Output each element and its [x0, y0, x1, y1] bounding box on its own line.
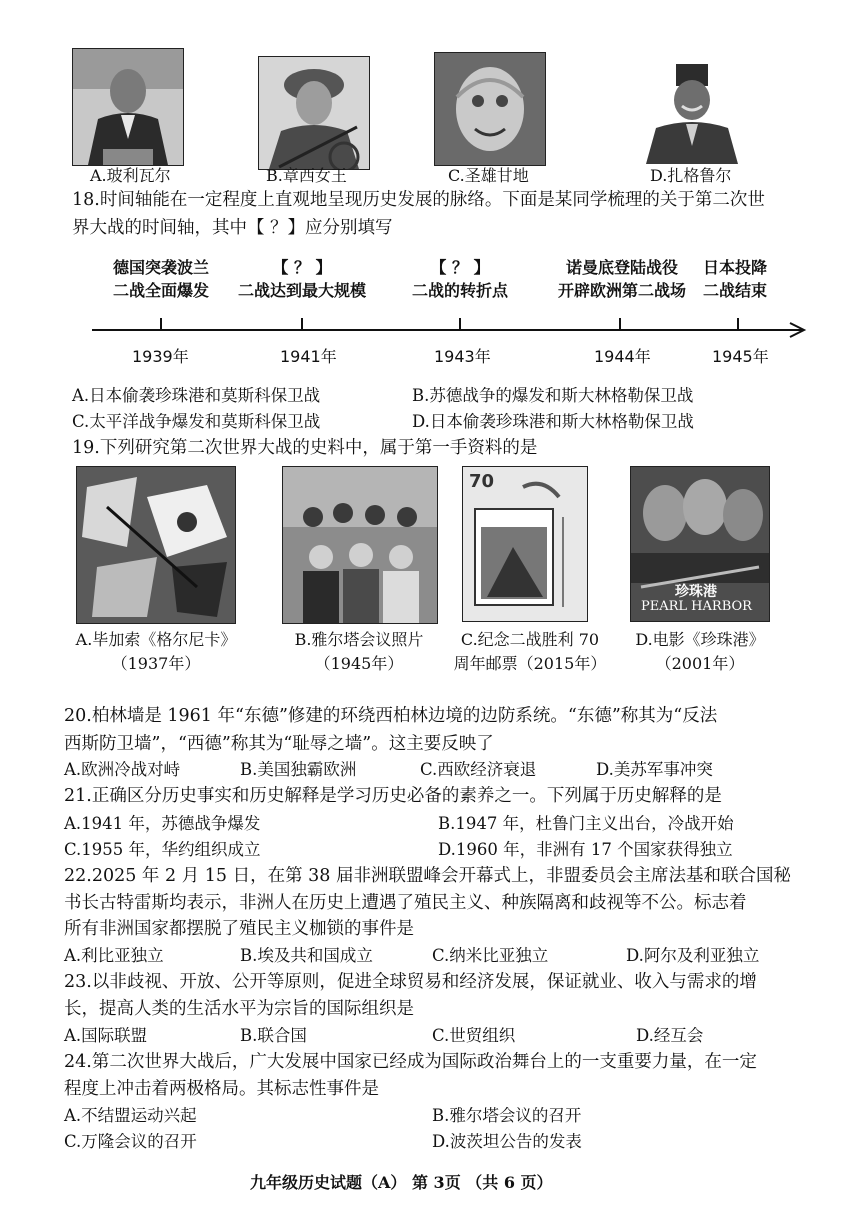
q23-option-a: A.国际联盟 — [64, 1026, 148, 1045]
timeline-event-line2: 二战的转折点 — [411, 281, 508, 301]
portrait-caption-a: A.玻利瓦尔 — [90, 166, 171, 185]
q19-caption-a — [66, 628, 246, 676]
q20-option-b: B.美国独霸欧洲 — [240, 760, 357, 779]
portrait-bolivar-image — [72, 48, 184, 166]
q24-option-a: A.不结盟运动兴起 — [64, 1106, 197, 1125]
timeline-event-line1: 诺曼底登陆战役 — [565, 258, 678, 277]
timeline-event-1943 — [405, 256, 515, 302]
timeline-event-1945 — [695, 256, 775, 302]
q18-option-d: D.日本偷袭珍珠港和斯大林格勒保卫战 — [412, 412, 694, 431]
stamp-image — [462, 466, 588, 622]
q18-option-b: B.苏德战争的爆发和斯大林格勒保卫战 — [412, 386, 694, 405]
q20-option-a: A.欧洲冷战对峙 — [64, 760, 181, 779]
timeline-axis — [90, 318, 810, 342]
timeline-event-line1: 【 ？ 】 — [272, 258, 332, 277]
timeline-event-line2: 二战全面爆发 — [112, 281, 209, 301]
timeline-event-line1: 【 ？ 】 — [430, 258, 490, 277]
portrait-gandhi-image — [434, 52, 546, 166]
q22-stem-line3: 所有非洲国家都摆脱了殖民主义枷锁的事件是 — [64, 919, 414, 939]
timeline-year-1943: 1943年 — [434, 347, 491, 366]
q20-option-c: C.西欧经济衰退 — [420, 760, 537, 779]
q19-caption-b-line1: B.雅尔塔会议照片 — [294, 630, 424, 649]
q21-option-a: A.1941 年，苏德战争爆发 — [64, 814, 261, 833]
timeline-event-line2: 二战结束 — [702, 281, 767, 301]
timeline-year-1945: 1945年 — [712, 347, 769, 366]
q19-stem: 19.下列研究第二次世界大战的史料中，属于第一手资料的是 — [72, 438, 538, 458]
portrait-caption-b: B.章西女王 — [266, 166, 347, 185]
timeline-event-line1: 德国突袭波兰 — [112, 258, 209, 277]
q24-stem-line1: 24.第二次世界大战后，广大发展中国家已经成为国际政治舞台上的一支重要力量，在一定 — [64, 1052, 757, 1072]
q24-option-d: D.波茨坦公告的发表 — [432, 1132, 582, 1151]
q23-option-d: D.经互会 — [636, 1026, 704, 1045]
timeline-event-line2: 开辟欧洲第二战场 — [557, 281, 686, 301]
stamp-70-label: 70 — [469, 471, 495, 492]
timeline-event-1939 — [106, 256, 216, 302]
portrait-zaghlul-image — [640, 60, 744, 164]
timeline-event-1944 — [552, 256, 692, 302]
q19-caption-c — [440, 628, 620, 676]
portrait-caption-d: D.扎格鲁尔 — [650, 166, 732, 185]
q20-stem-line1: 20.柏林墙是 1961 年“东德”修建的环绕西柏林边境的边防系统。“东德”称其为“反法 — [64, 706, 718, 726]
q21-option-c: C.1955 年，华约组织成立 — [64, 840, 261, 859]
portrait-rani-image — [258, 56, 370, 170]
q19-caption-d-line1: D.电影《珍珠港》 — [635, 630, 765, 649]
q23-stem-line2: 长，提高人类的生活水平为宗旨的国际组织是 — [64, 999, 414, 1019]
timeline-year-1941: 1941年 — [280, 347, 337, 366]
q18-stem-line2: 界大战的时间轴，其中【 ？】应分别填写 — [72, 218, 393, 238]
q22-stem-line1: 22.2025 年 2 月 15 日，在第 38 届非洲联盟峰会开幕式上，非盟委员会主席法基和联合国秘 — [64, 866, 791, 886]
q23-option-c: C.世贸组织 — [432, 1026, 516, 1045]
q19-caption-a-line1: A.毕加索《格尔尼卡》 — [75, 630, 237, 649]
q24-option-b: B.雅尔塔会议的召开 — [432, 1106, 582, 1125]
q24-option-c: C.万隆会议的召开 — [64, 1132, 197, 1151]
q22-option-a: A.利比亚独立 — [64, 946, 164, 965]
q19-caption-b — [274, 628, 444, 676]
pearl-harbor-poster-image — [630, 466, 770, 622]
q21-option-b: B.1947 年，杜鲁门主义出台，冷战开始 — [438, 814, 734, 833]
q18-option-a: A.日本偷袭珍珠港和莫斯科保卫战 — [72, 386, 321, 405]
timeline-year-1939: 1939年 — [132, 347, 189, 366]
q18-stem-line1: 18.时间轴能在一定程度上直观地呈现历史发展的脉络。下面是某同学梳理的关于第二次世 — [72, 190, 765, 210]
timeline-event-line2: 二战达到最大规模 — [237, 281, 366, 301]
guernica-painting-image — [76, 466, 236, 624]
q19-caption-d-line2: （2001年） — [655, 654, 745, 673]
q19-caption-c-line1: C.纪念二战胜利 70 — [460, 630, 600, 649]
q19-caption-d — [620, 628, 780, 676]
yalta-photo-image — [282, 466, 438, 624]
q18-option-c: C.太平洋战争爆发和莫斯科保卫战 — [72, 412, 321, 431]
q21-option-d: D.1960 年，非洲有 17 个国家获得独立 — [438, 840, 733, 859]
q19-caption-c-line2: 周年邮票（2015年） — [453, 654, 607, 673]
page-footer: 九年级历史试题（A） 第 3页 （共 6 页） — [250, 1173, 553, 1192]
q24-stem-line2: 程度上冲击着两极格局。其标志性事件是 — [64, 1079, 379, 1099]
timeline-event-line1: 日本投降 — [702, 258, 767, 277]
q21-stem: 21.正确区分历史事实和历史解释是学习历史必备的素养之一。下列属于历史解释的是 — [64, 786, 722, 806]
portrait-caption-c: C.圣雄甘地 — [448, 166, 529, 185]
poster-title-text: 珍珠港 — [675, 584, 717, 600]
q20-stem-line2: 西斯防卫墙”，“西德”称其为“耻辱之墙”。这主要反映了 — [64, 734, 494, 754]
timeline-year-1944: 1944年 — [594, 347, 651, 366]
q23-stem-line1: 23.以非歧视、开放、公开等原则，促进全球贸易和经济发展，保证就业、收入与需求的增 — [64, 972, 757, 992]
timeline-event-1941 — [232, 256, 372, 302]
q19-caption-b-line2: （1945年） — [314, 654, 404, 673]
poster-subtitle-text: PEARL HARBOR — [641, 599, 752, 614]
q23-option-b: B.联合国 — [240, 1026, 307, 1045]
q22-option-d: D.阿尔及利亚独立 — [626, 946, 760, 965]
q20-option-d: D.美苏军事冲突 — [596, 760, 713, 779]
q19-caption-a-line2: （1937年） — [111, 654, 201, 673]
q22-option-c: C.纳米比亚独立 — [432, 946, 549, 965]
q22-option-b: B.埃及共和国成立 — [240, 946, 373, 965]
q22-stem-line2: 书长古特雷斯均表示，非洲人在历史上遭遇了殖民主义、种族隔离和歧视等不公。标志着 — [64, 893, 747, 913]
